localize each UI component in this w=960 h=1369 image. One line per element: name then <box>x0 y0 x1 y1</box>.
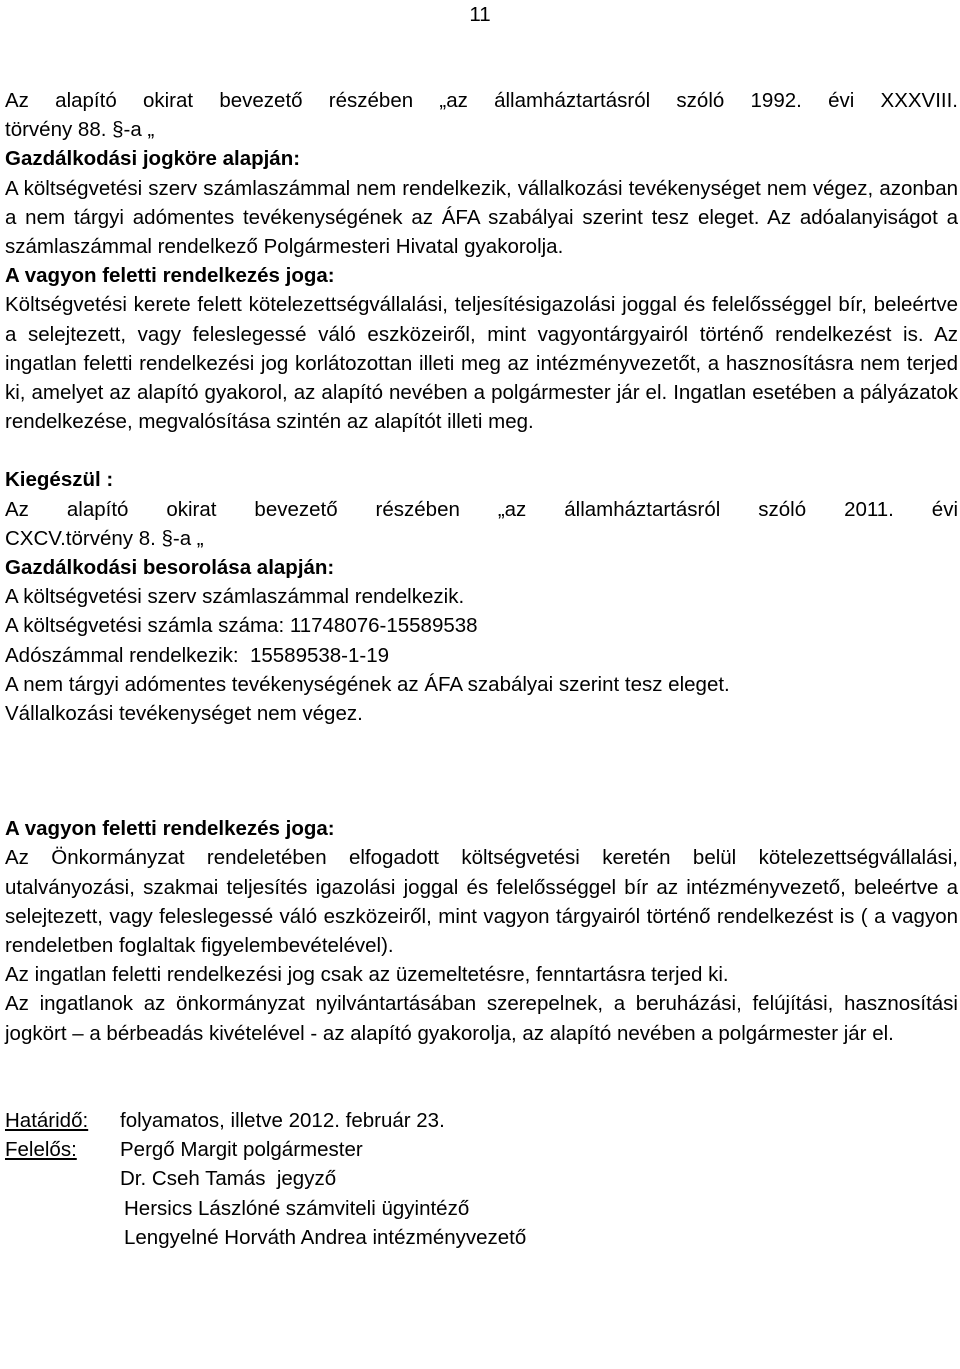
spacer <box>5 728 958 814</box>
hatarido-row <box>5 1106 958 1135</box>
section1-gazdalkodasi-text-b: Az adóalanyiságot a számlaszámmal rendelkező Polgármesteri Hivatal gyakorolja. <box>5 205 958 259</box>
felelos-row <box>5 1135 958 1164</box>
felelos-person-2: Dr. Cseh Tamás jegyző <box>120 1167 337 1191</box>
document-body <box>5 86 958 1252</box>
section3-para3: Az ingatlanok az önkormányzat nyilvántartásában szerepelnek, a beruházási, felújítási, hasznosítási jogkört – a bérbeadás kivételével - az alapító gyakorolja, az alapító nevében a polgármester jár el. <box>5 992 958 1045</box>
section3-para1: Az Önkormányzat rendeletében elfogadott költségvetési keretén belül kötelezettségvállalási, utalványozási, szakmai teljesítés igazolási joggal és felelősséggel bír az intézményvezető, beleértve a selejtezett, vagy feleslegessé váló eszközeiről, mint vagyon tárgyairól történő rendelkezést is ( a vagyon rendeletben foglaltak figyelembevételével). <box>5 846 958 958</box>
hatarido-value: folyamatos, illetve 2012. február 23. <box>120 1108 445 1132</box>
section1-vagyon-text-a: Költségvetési kerete felett kötelezettségvállalási, teljesítésigazolási joggal és felelősséggel bír, beleértve a selejtezett, vagy feleslegessé váló eszközeiről, mint vagyontárgyairól történő rendelkezést is. <box>5 293 958 346</box>
section1-gazdalkodasi-text <box>5 174 958 262</box>
spacer <box>5 436 958 465</box>
felelos-person-1: Pergő Margit polgármester <box>120 1138 363 1162</box>
section2-line-vallalkozasi: Vállalkozási tevékenységet nem végez. <box>5 702 363 726</box>
section3-heading-vagyon: A vagyon feletti rendelkezés joga: <box>5 817 335 841</box>
section1-gazdalkodasi-text-a: A költségvetési szerv számlaszámmal nem rendelkezik, vállalkozási tevékenységet nem végez, azonban a nem tárgyi adómentes tevékenységének az ÁFA szabályai szerint tesz eleget. <box>5 176 958 229</box>
section2-line-szamla: A költségvetési számla száma: 11748076-15589538 <box>5 614 478 638</box>
section1-intro-line2: törvény 88. §-a „ <box>5 118 155 142</box>
section1-vagyon-text-c: Ingatlan esetében a pályázatok rendelkezése, megvalósítása szintén az alapítót illeti meg. <box>5 381 959 434</box>
section3-para2: Az ingatlan feletti rendelkezési jog csak az üzemeltetésre, fenntartásra terjed ki. <box>5 963 729 987</box>
felelos-label: Felelős: <box>5 1138 77 1162</box>
section1-vagyon-text-b: Az ingatlan feletti rendelkezési jog korlátozottan illeti meg az intézményvezetőt, a hasznosításra nem terjed ki, amelyet az alapító gyakorol, az alapító nevében a polgármester jár el. <box>5 322 958 405</box>
section2-line-afa: A nem tárgyi adómentes tevékenységének az ÁFA szabályai szerint tesz eleget. <box>5 672 730 696</box>
section1-intro-line1: Az alapító okirat bevezető részében „az államháztartásról szóló 1992. évi XXXVIII. <box>5 89 958 112</box>
section1-heading-gazdalkodasi: Gazdálkodási jogköre alapján: <box>5 147 301 171</box>
section2-heading-besorolas: Gazdálkodási besorolása alapján: <box>5 556 335 580</box>
section1-heading-vagyon: A vagyon feletti rendelkezés joga: <box>5 264 335 288</box>
section2-intro-line2: CXCV.törvény 8. §-a „ <box>5 526 204 550</box>
page-number: 11 <box>469 3 491 26</box>
hatarido-label: Határidő: <box>5 1108 89 1132</box>
section2-intro-line1: Az alapító okirat bevezető részében „az államháztartásról szóló 2011. évi <box>5 497 958 521</box>
spacer <box>5 1048 958 1106</box>
section2-line-adoszam: Adószámmal rendelkezik: 15589538-1-19 <box>5 643 390 667</box>
felelos-person-4: Lengyelné Horváth Andrea intézményvezető <box>124 1225 527 1249</box>
section2-line-szamlaszam: A költségvetési szerv számlaszámmal rendelkezik. <box>5 585 465 609</box>
section2-heading-kiegeszul: Kiegészül : <box>5 468 114 492</box>
section1-vagyon-text <box>5 290 958 436</box>
felelos-person-3: Hersics Lászlóné számviteli ügyintéző <box>124 1196 470 1220</box>
